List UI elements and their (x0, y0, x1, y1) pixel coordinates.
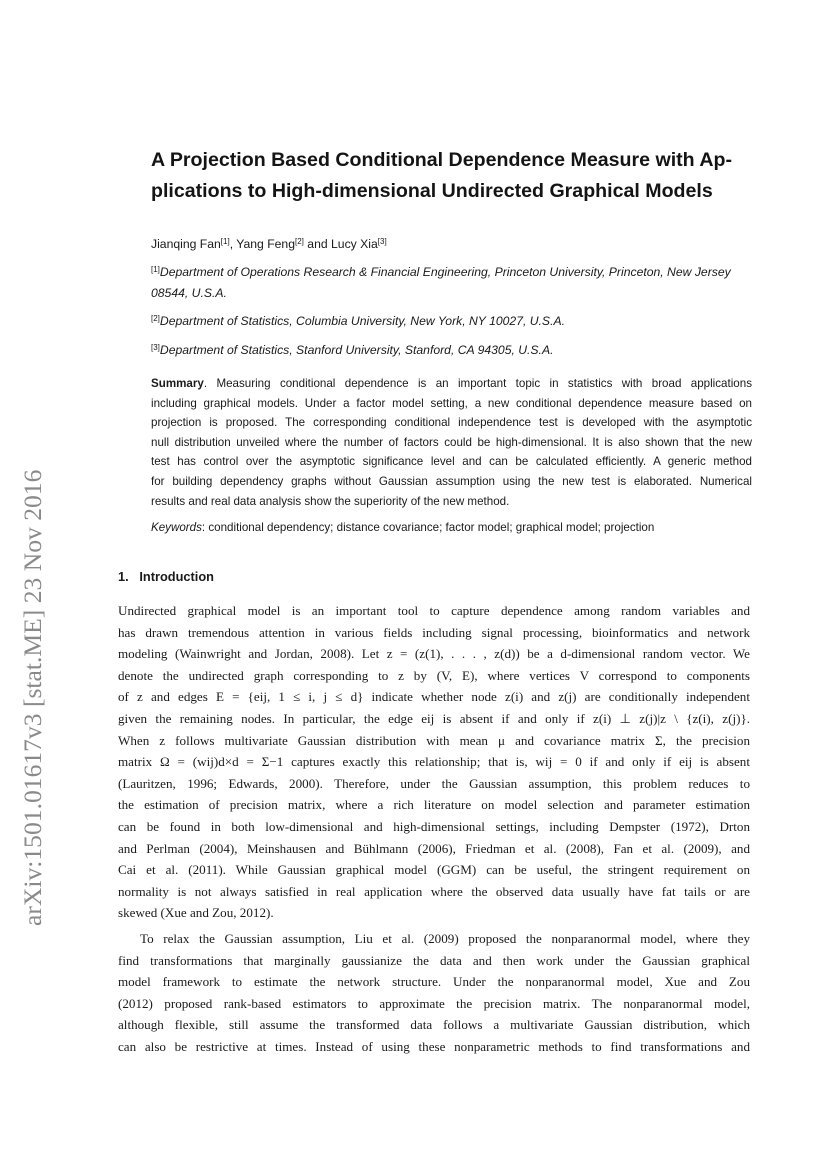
introduction-paragraph-1 (118, 600, 750, 924)
body-line: find transformations that marginally gaussianize the data and then work under the Gaussian graphical (118, 952, 750, 968)
body-line: matrix Ω = (wij)d×d = Σ−1 captures exactly this relationship; that is, wij = 0 if and only if eij is absent (118, 754, 750, 770)
affiliation-text: Department of Operations Research & Financial Engineering, Princeton University, Princeton, New Jersey (159, 265, 731, 279)
keywords-text: : conditional dependency; distance covariance; factor model; graphical model; projection (201, 521, 655, 534)
body-line: (Lauritzen, 1996; Edwards, 2000). Therefore, under the Gaussian assumption, this problem reduces to (118, 775, 750, 791)
affiliation-number: [3] (151, 343, 160, 352)
body-line: given the remaining nodes. In particular, the edge eij is absent if and only if z(i) ⊥ z(j)|z \ {z(i), z(j)}. (118, 710, 750, 726)
body-line: of z and edges E = {eij, 1 ≤ i, j ≤ d} indicate whether node z(i) and z(j) are conditionally independent (118, 689, 750, 705)
section-heading-introduction (118, 569, 214, 584)
affiliation-3 (151, 340, 751, 361)
affiliation-2 (151, 311, 751, 332)
author-name: Jianqing Fan (151, 237, 221, 251)
body-line: although flexible, still assume the transformed data follows a multivariate Gaussian distribution, which (118, 1017, 750, 1033)
section-number: 1. (118, 569, 129, 584)
keywords-label: Keywords (151, 521, 202, 534)
body-line: Undirected graphical model is an important tool to capture dependence among random variables and (118, 603, 750, 618)
body-line: model framework to estimate the network structure. Under the nonparanormal model, Xue and Zou (118, 974, 750, 990)
summary-text: results and real data analysis show the superiority of the new method. (151, 494, 510, 508)
author-list (151, 237, 387, 251)
introduction-paragraph-2 (118, 928, 750, 1058)
summary-text: test has control over the asymptotic significance level and can be calculated efficiently. A generic method (151, 455, 752, 469)
summary-label: Summary (151, 377, 204, 390)
affiliation-1 (151, 262, 751, 304)
summary-abstract (151, 374, 752, 511)
section-title: Introduction (139, 569, 214, 584)
affiliation-text: Department of Statistics, Columbia University, New York, NY 10027, U.S.A. (159, 314, 565, 328)
body-line: can also be restrictive at times. Instead of using these nonparametric methods to find transformations and (118, 1038, 750, 1054)
body-line: denote the undirected graph corresponding to z by (V, E), where vertices V correspond to components (118, 667, 750, 683)
body-line: skewed (Xue and Zou, 2012). (118, 905, 274, 921)
title-line: plications to High-dimensional Undirected Graphical Models (151, 180, 713, 202)
body-line: and Perlman (2004), Meinshausen and Bühlmann (2006), Friedman et al. (2008), Fan et al. (2009), and (118, 840, 750, 856)
affiliation-text: 08544, U.S.A. (151, 286, 227, 300)
affiliation-mark: [3] (377, 237, 387, 246)
author-separator: , (229, 237, 237, 251)
affiliation-mark: [2] (295, 237, 304, 246)
paper-title (151, 145, 751, 207)
affiliation-mark: [1] (220, 237, 230, 246)
summary-text: including graphical models. Under a factor model setting, a new conditional dependence measure based on (151, 396, 752, 410)
author-name: Lucy Xia (331, 237, 378, 251)
title-line: A Projection Based Conditional Dependence Measure with Ap- (151, 149, 733, 171)
arxiv-identifier-stamp: arXiv:1501.01617v3 [stat.ME] 23 Nov 2016 (18, 469, 47, 926)
affiliation-number: [1] (151, 265, 160, 274)
summary-text: null distribution unveiled where the number of factors could be high-dimensional. It is also shown that the new (151, 435, 752, 449)
body-line: can be found in both low-dimensional and high-dimensional settings, including Dempster (1972), Drton (118, 818, 750, 834)
keywords (151, 521, 654, 534)
body-line: has drawn tremendous attention in various fields including signal processing, bioinformatics and network (118, 624, 750, 640)
affiliation-text: Department of Statistics, Stanford University, Stanford, CA 94305, U.S.A. (159, 343, 554, 357)
summary-text: projection is proposed. The corresponding conditional independence test is developed with the asymptotic (151, 416, 752, 430)
body-line: (2012) proposed rank-based estimators to approximate the precision matrix. The nonparanormal model, (118, 995, 750, 1011)
summary-text: for building dependency graphs without Gaussian assumption using the new test is elaborated. Numerical (151, 474, 752, 488)
body-line: normality is not always satisfied in real application where the observed data usually have fat tails or are (118, 883, 750, 899)
author-separator: and (303, 237, 332, 251)
body-line: the estimation of precision matrix, where a rich literature on model selection and parameter estimation (118, 797, 750, 813)
affiliation-number: [2] (151, 314, 160, 323)
body-line: modeling (Wainwright and Jordan, 2008). Let z = (z(1), . . . , z(d)) be a d-dimensional random vector. We (118, 646, 750, 662)
author-name: Yang Feng (236, 237, 295, 251)
summary-text: . Measuring conditional dependence is an important topic in statistics with broad applications (203, 377, 752, 390)
body-line: Cai et al. (2011). While Gaussian graphical model (GGM) can be useful, the stringent requirement on (118, 862, 750, 878)
body-line: When z follows multivariate Gaussian distribution with mean μ and covariance matrix Σ, the precision (118, 732, 750, 748)
body-line: To relax the Gaussian assumption, Liu et al. (2009) proposed the nonparanormal model, where they (140, 931, 750, 946)
